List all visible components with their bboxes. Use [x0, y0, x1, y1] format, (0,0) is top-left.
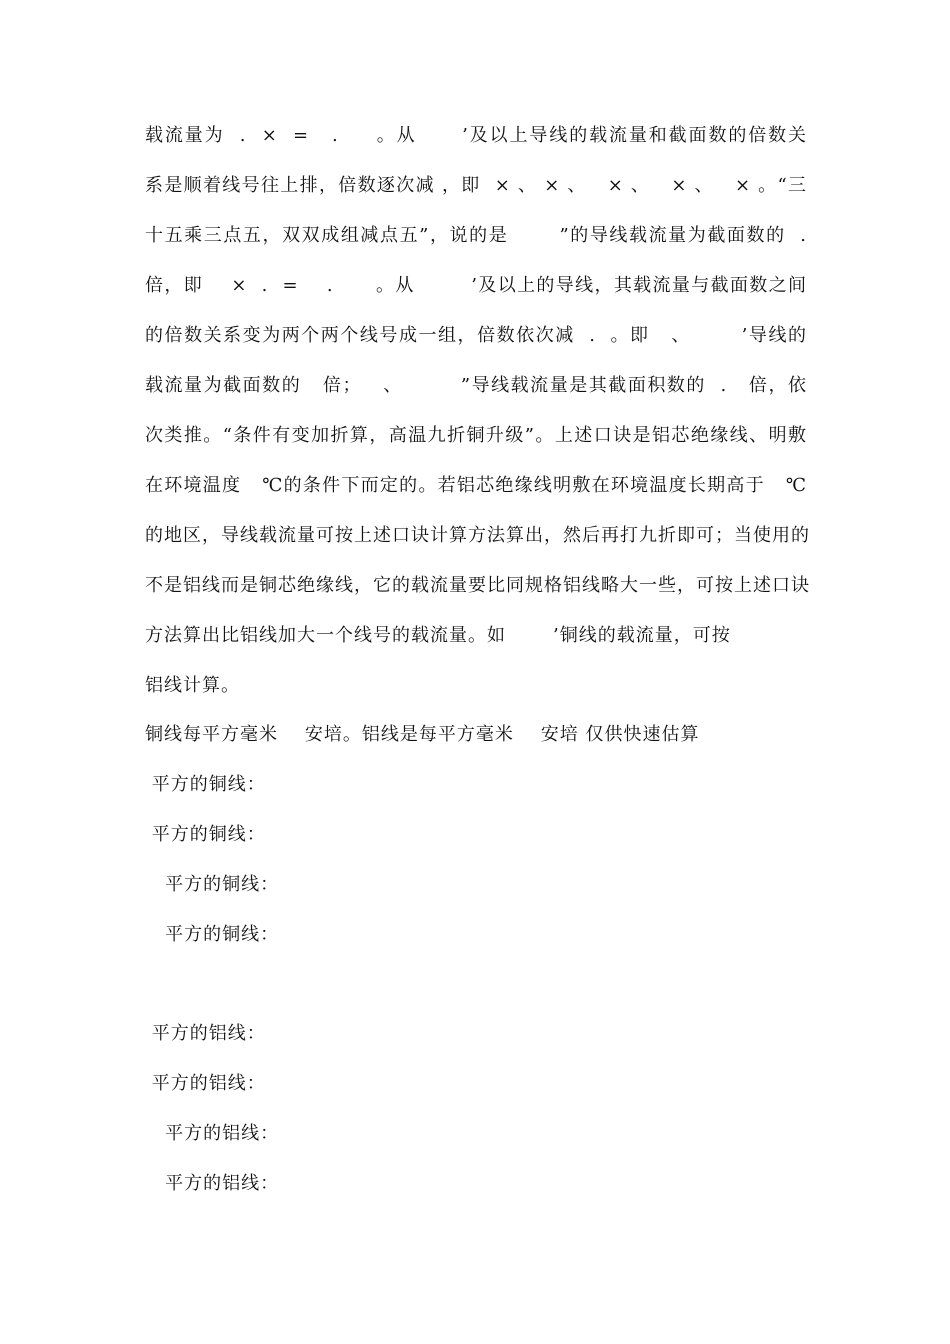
copper-item: 平方的铜线：: [145, 774, 266, 795]
paragraph-line-5: 的倍数关系变为两个两个线号成一组，倍数依次减 . 。即 、 ’导线的: [145, 325, 807, 346]
paragraph-line-4: 倍，即 × . = . 。从 ’及以上的导线，其载流量与截面数之间: [145, 275, 807, 296]
aluminum-item: 平方的铝线：: [145, 1123, 280, 1144]
copper-item: 平方的铜线：: [145, 924, 280, 945]
paragraph-line-9: 的地区，导线载流量可按上述口诀计算方法算出，然后再打九折即可；当使用的: [145, 525, 810, 546]
paragraph-line-6: 载流量为截面数的 倍； 、 ”导线载流量是其截面积数的 . 倍，依: [145, 375, 807, 396]
copper-item: 平方的铜线：: [145, 874, 280, 895]
paragraph-line-2: 系是顺着线号往上排，倍数逐次减 ，即 × 、 × 、 × 、 × 、 × 。“三: [145, 175, 807, 196]
aluminum-item: 平方的铝线：: [145, 1173, 280, 1194]
paragraph-line-7: 次类推。“条件有变加折算，高温九折铜升级”。上述口诀是铝芯绝缘线、明敷: [145, 425, 807, 446]
paragraph-line-3: 十五乘三点五，双双成组减点五”，说的是 ”的导线载流量为截面数的 .: [145, 225, 807, 246]
aluminum-item: 平方的铝线：: [145, 1023, 266, 1044]
paragraph-line-10: 不是铝线而是铜芯绝缘线，它的载流量要比同规格铝线略大一些，可按上述口诀: [145, 575, 810, 596]
paragraph-line-1: 载流量为 . × = . 。从 ’及以上导线的载流量和截面数的倍数关: [145, 125, 807, 146]
aluminum-item: 平方的铝线：: [145, 1073, 266, 1094]
paragraph-line-11: 方法算出比铝线加大一个线号的载流量。如 ’铜线的载流量，可按: [145, 625, 731, 646]
copper-item: 平方的铜线：: [145, 824, 266, 845]
paragraph-line-8: 在环境温度 ℃的条件下而定的。若铝芯绝缘线明敷在环境温度长期高于 ℃: [145, 475, 807, 496]
paragraph-line-12: 铝线计算。: [145, 675, 240, 696]
summary-line: 铜线每平方毫米 安培。铝线是每平方毫米 安培 仅供快速估算: [145, 724, 700, 745]
